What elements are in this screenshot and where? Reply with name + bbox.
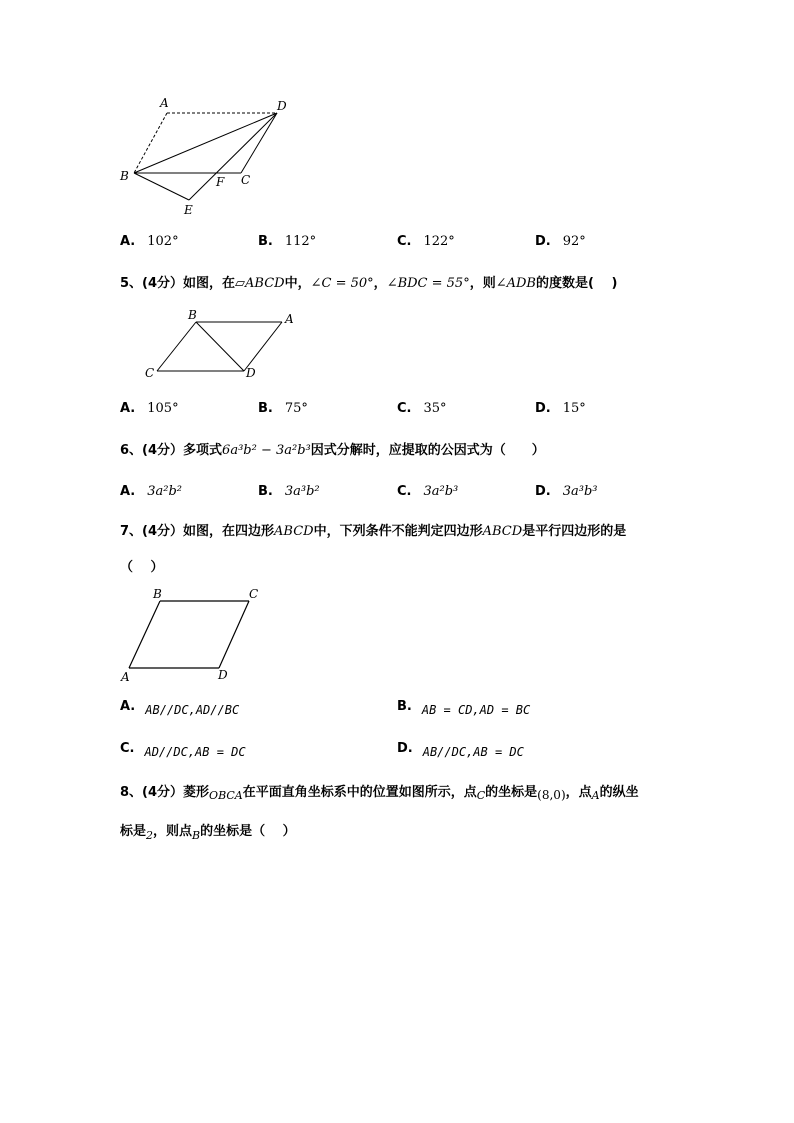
q6-option-a[interactable]: A. 3a²b² [120,484,183,499]
label-f: F [216,175,225,189]
label-d: D [277,99,287,113]
label-d: D [218,668,228,682]
q4-option-b[interactable]: B. 112° [258,234,317,249]
question-8: 8、(4分）菱形$_{OBCA}$在平面直角坐标系中的位置如图所示，点$_C$的坐标是(8,0)，点$_A$的纵坐 [120,785,639,802]
label-a: A [160,96,169,110]
q5-option-a[interactable]: A. 105° [120,401,179,416]
q6-option-d[interactable]: D. 3a³b³ [535,484,598,499]
label-c: C [145,366,155,380]
label-c: C [241,173,251,187]
q5-option-c[interactable]: C. 35° [397,401,447,416]
figure-q7 [115,584,275,684]
q4-option-c[interactable]: C. 122° [397,234,455,249]
q5-option-b[interactable]: B. 75° [258,401,308,416]
figure-q4 [110,92,310,222]
label-a: A [285,312,294,326]
label-e: E [184,203,193,217]
question-7-blank: （ ） [120,560,164,575]
q6-option-c[interactable]: C. 3a²b³ [397,484,459,499]
q7-option-c[interactable]: C. AD//DC,AB = DC [120,741,246,759]
question-5: 5、(4分）如图，在▱ABCD中，∠C = 50°，∠BDC = 55°，则∠ADB的度数是( ) [120,276,618,291]
question-6: 6、(4分）多项式6a³b² − 3a²b³因式分解时，应提取的公因式为（ ） [120,443,545,458]
label-d: D [246,366,256,380]
q7-option-d[interactable]: D. AB//DC,AB = DC [397,741,524,759]
label-a: A [121,670,130,684]
label-c: C [249,587,259,601]
q7-option-a[interactable]: A. AB//DC,AD//BC [120,699,240,717]
figure-q5 [140,308,310,383]
q6-option-b[interactable]: B. 3a³b² [258,484,320,499]
question-8-line2: 标是$_2$，则点$_B$的坐标是（ ） [120,824,296,842]
label-b: B [188,308,197,322]
label-b: B [153,587,162,601]
q5-option-d[interactable]: D. 15° [535,401,586,416]
label-b: B [120,169,129,183]
q4-option-a[interactable]: A. 102° [120,234,179,249]
q7-option-b[interactable]: B. AB = CD,AD = BC [397,699,531,717]
question-7: 7、(4分）如图，在四边形ABCD中，下列条件不能判定四边形ABCD是平行四边形的是 [120,524,627,539]
q4-option-d[interactable]: D. 92° [535,234,586,249]
